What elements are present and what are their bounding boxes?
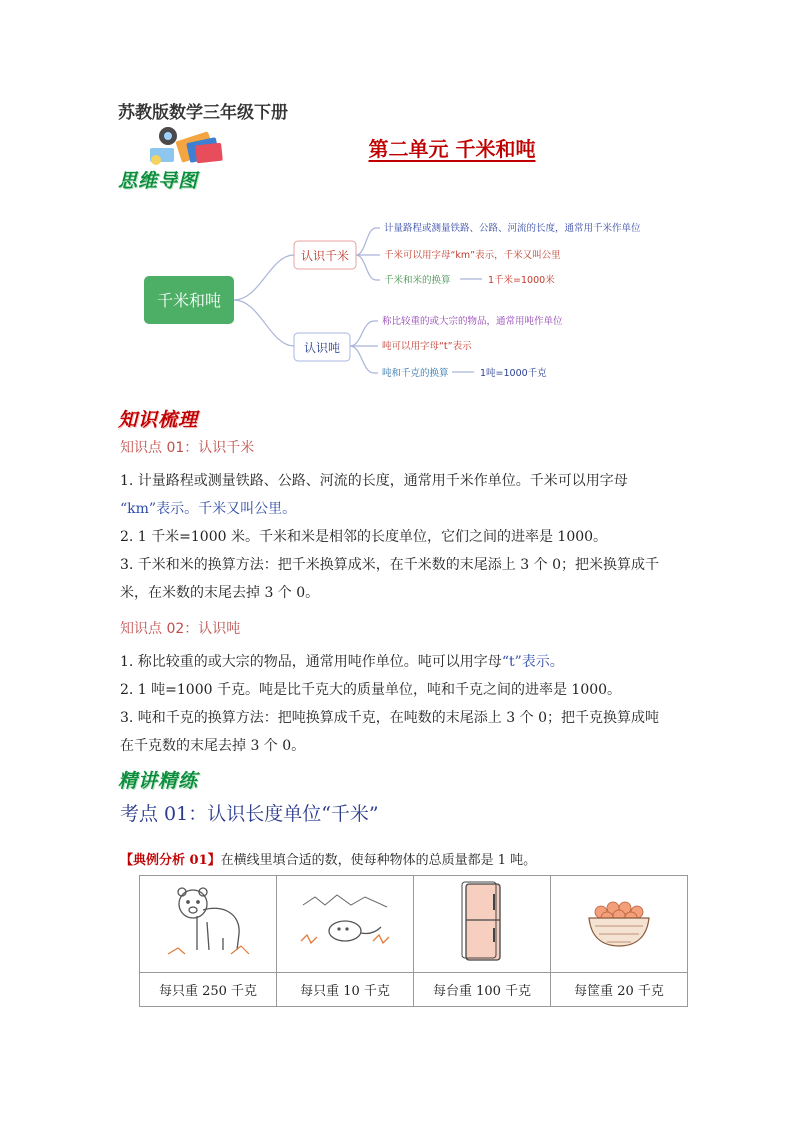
kp2-content (120, 648, 680, 760)
mindmap-leaf-ton-2: 吨可以用字母“t”表示 (382, 341, 472, 352)
mindmap-leaf-ton-3: 吨和千克的换算 (382, 368, 449, 379)
knowledge-heading: 知识梳理 (118, 409, 199, 431)
mindmap-leaf-ton-1: 称比较重的或大宗的物品，通常用吨作单位 (382, 316, 563, 327)
kp2-title: 知识点 02：认识吨 (120, 621, 241, 637)
kp2-p1 (120, 648, 680, 676)
mindmap-leaf-km-3-value: 1千米=1000米 (488, 275, 555, 286)
mindmap-heading: 思维导图 (118, 170, 199, 192)
item-caption: 每台重 100 千克 (414, 973, 551, 1007)
items-table (139, 875, 688, 1007)
kp1-p3b: 米，在米数的末尾去掉 3 个 0。 (120, 585, 320, 601)
items-image-row (140, 876, 688, 973)
practice-heading: 精讲精练 (118, 770, 199, 792)
kp1-p1a: 1. 计量路程或测量铁路、公路、河流的长度，通常用千米作单位。千米可以用字母 (120, 473, 628, 489)
mindmap-branch-km-label: 认识千米 (300, 249, 350, 263)
kp1-content (120, 467, 680, 607)
item-cell-bear (140, 876, 277, 973)
kp1-p3a: 3. 千米和米的换算方法：把千米换算成米，在千米数的末尾添上 3 个 0；把米换算成千 (120, 557, 659, 573)
item-caption: 每只重 10 千克 (277, 973, 414, 1007)
fruit-basket-icon (579, 892, 659, 952)
item-cell-fridge (414, 876, 551, 973)
refrigerator-icon (452, 880, 512, 964)
item-caption: 每只重 250 千克 (140, 973, 277, 1007)
kp1-p1b: “km”表示。千米又叫公里。 (120, 501, 297, 517)
mindmap-leaf-ton-3-value: 1吨=1000千克 (480, 368, 547, 379)
item-caption: 每筐重 20 千克 (551, 973, 688, 1007)
mindmap-root-label: 千米和吨 (156, 291, 222, 310)
kp2-p1b: “t”表示。 (501, 654, 564, 670)
unit-title: 第二单元 千米和吨 (368, 137, 536, 161)
item-cell-seal (277, 876, 414, 973)
exam-title: 考点 01：认识长度单位“千米” (120, 803, 379, 825)
bear-icon (163, 882, 253, 962)
mindmap-leaf-km-1: 计量路程或测量铁路、公路、河流的长度，通常用千米作单位 (384, 223, 641, 234)
seal-icon (295, 887, 395, 957)
kp1-p2: 2. 1 千米=1000 米。千米和米是相邻的长度单位，它们之间的进率是 1000。 (120, 529, 608, 545)
items-caption-row (140, 973, 688, 1007)
mindmap-branch-ton-label: 认识吨 (303, 341, 341, 355)
mindmap-leaf-km-3: 千米和米的换算 (384, 275, 451, 286)
mindmap (130, 205, 670, 390)
kp2-p3b: 在千克数的末尾去掉 3 个 0。 (120, 738, 306, 754)
example-text: 在横线里填合适的数，使每种物体的总质量都是 1 吨。 (220, 853, 537, 868)
mindmap-leaf-km-2: 千米可以用字母“km”表示，千米又叫公里 (384, 250, 561, 261)
example-line (120, 849, 536, 868)
kp2-p3a: 3. 吨和千克的换算方法：把吨换算成千克，在吨数的末尾添上 3 个 0；把千克换算成吨 (120, 710, 659, 726)
example-tag: 【典例分析 01】 (120, 853, 221, 868)
book-title: 苏教版数学三年级下册 (118, 103, 288, 123)
kp1-title: 知识点 01：认识千米 (120, 440, 255, 456)
kp2-p1a: 1. 称比较重的或大宗的物品，通常用吨作单位。吨可以用字母 (120, 654, 502, 670)
item-cell-basket (551, 876, 688, 973)
kp2-p2: 2. 1 吨=1000 千克。吨是比千克大的质量单位，吨和千克之间的进率是 1000。 (120, 682, 622, 698)
